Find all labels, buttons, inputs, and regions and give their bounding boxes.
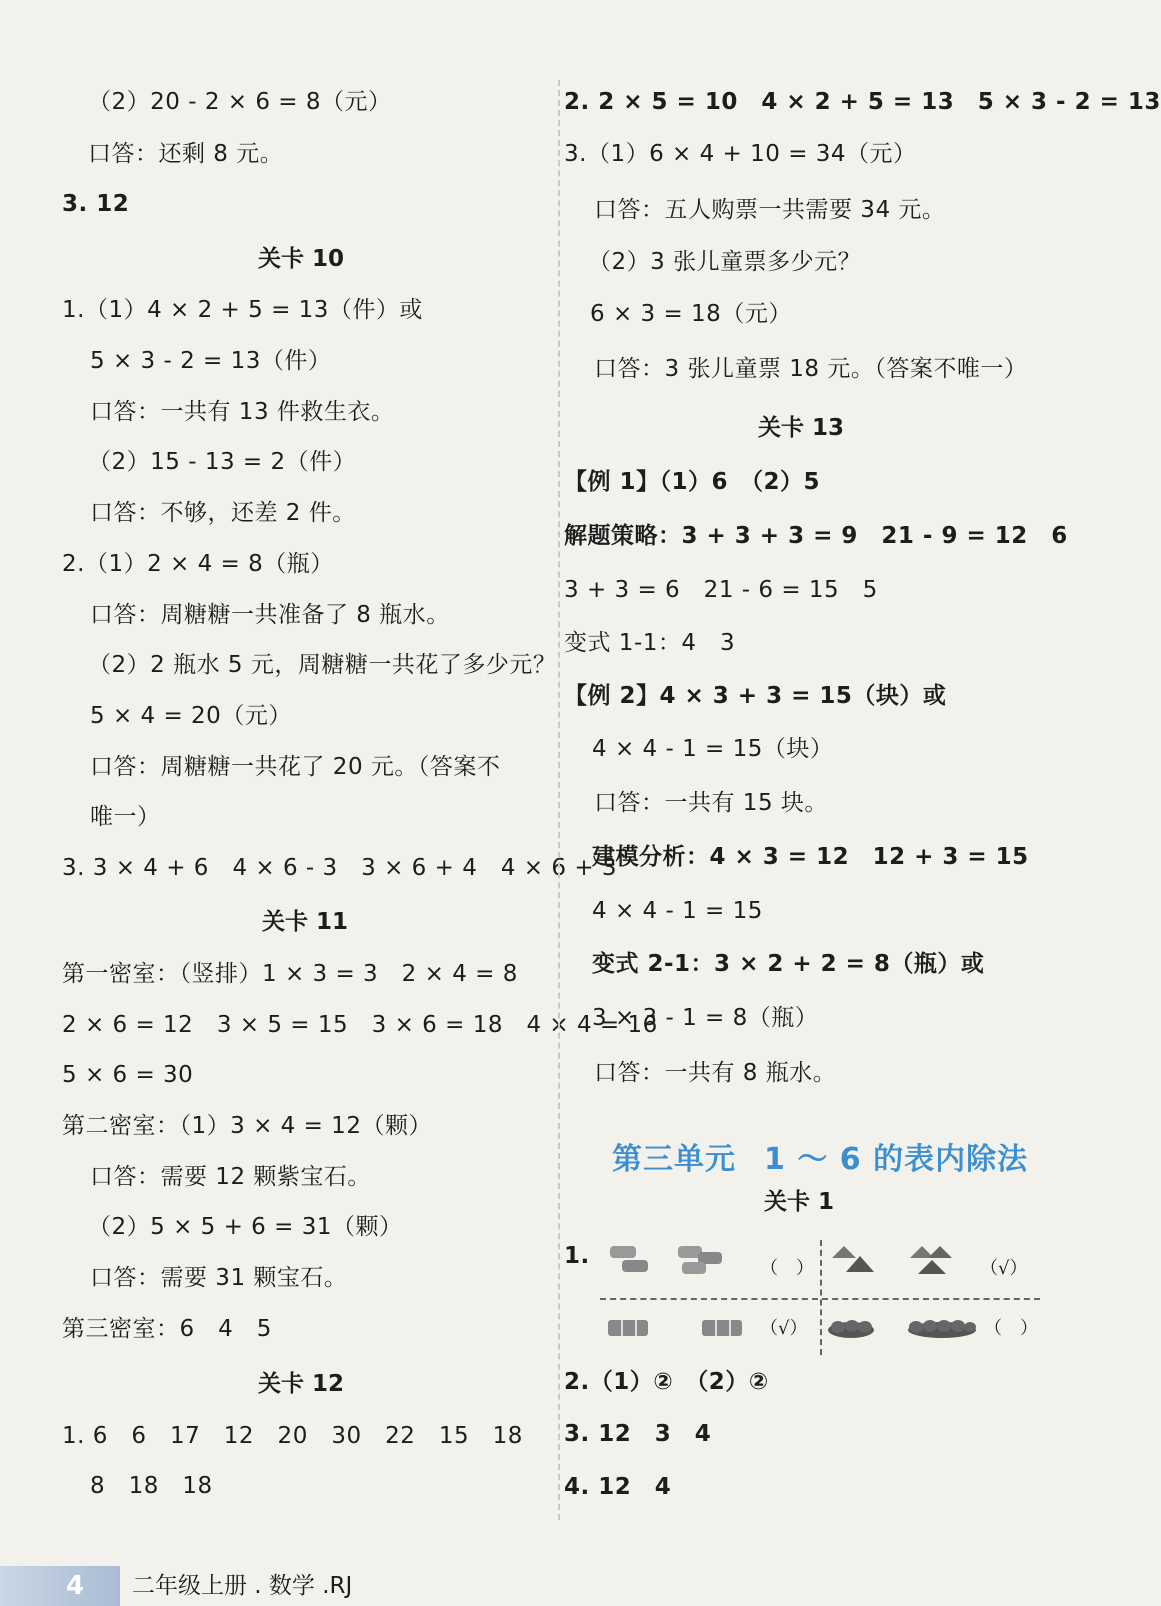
unit-topic: 1 ～ 6 的表内除法 xyxy=(764,1142,1029,1177)
text-line: 6 × 3 = 18（元） xyxy=(590,301,792,327)
check-mark-slot: （√） xyxy=(980,1258,1028,1279)
footer-bar xyxy=(0,1566,120,1606)
answer-item: 2.（1）2 × 4 = 8（瓶） xyxy=(62,551,334,577)
question-number: 1. xyxy=(564,1243,590,1269)
text-line: 第一密室：（竖排）1 × 3 = 3 2 × 4 = 8 xyxy=(62,961,518,987)
picture-question xyxy=(600,1240,1040,1355)
check-mark-slot: （ ） xyxy=(984,1318,1038,1339)
cookie-icon xyxy=(906,1310,978,1346)
picture-divider xyxy=(820,1240,822,1355)
text-line: 口答：需要 12 颗紫宝石。 xyxy=(90,1164,371,1190)
text-line: 4 × 4 - 1 = 15（块） xyxy=(592,736,834,762)
bread-icon xyxy=(674,1242,724,1278)
example-line: 【例 2】4 × 3 + 3 = 15（块）或 xyxy=(564,683,947,709)
text-line: 5 × 4 = 20（元） xyxy=(90,703,292,729)
book-label: 二年级上册 . 数学 .RJ xyxy=(132,1573,353,1599)
answer-item: 4. 12 4 xyxy=(564,1474,672,1500)
text-line: 4 × 4 - 1 = 15 xyxy=(592,898,763,924)
text-line: 3 + 3 = 6 21 - 6 = 15 5 xyxy=(564,577,878,603)
answer-item: 2.（1）② （2）② xyxy=(564,1369,769,1395)
text-line: 口答：3 张儿童票 18 元。（答案不唯一） xyxy=(594,356,1028,382)
text-line: （2）5 × 5 + 6 = 31（颗） xyxy=(88,1214,403,1240)
answer-item: 3. 3 × 4 + 6 4 × 6 - 3 3 × 6 + 4 4 × 6 + 3 xyxy=(62,855,618,881)
cookie-icon xyxy=(826,1310,876,1346)
roll-cake-icon xyxy=(698,1310,748,1346)
text-line: （2）20 - 2 × 6 = 8（元） xyxy=(88,89,392,115)
text-line: 口答：五人购票一共需要 34 元。 xyxy=(594,197,946,223)
text-line: 第三密室：6 4 5 xyxy=(62,1316,272,1342)
text-line: 口答：一共有 13 件救生衣。 xyxy=(90,399,395,425)
text-line: 口答：需要 31 颗宝石。 xyxy=(90,1265,348,1291)
page-number: 4 xyxy=(66,1571,85,1601)
check-mark-slot: （ ） xyxy=(760,1258,814,1279)
answer-item: 1.（1）4 × 2 + 5 = 13（件）或 xyxy=(62,297,423,323)
bread-icon xyxy=(604,1242,654,1278)
section-heading: 关卡 12 xyxy=(258,1371,345,1397)
answer-item: 3.（1）6 × 4 + 10 = 34（元） xyxy=(564,141,917,167)
section-heading: 关卡 10 xyxy=(258,246,345,272)
section-heading: 关卡 13 xyxy=(758,415,845,441)
section-heading: 关卡 1 xyxy=(764,1189,835,1215)
text-line: 唯一） xyxy=(90,804,161,830)
text-line: （2）2 瓶水 5 元，周糖糖一共花了多少元？ xyxy=(88,652,557,678)
text-line: 3 × 3 - 1 = 8（瓶） xyxy=(592,1005,819,1031)
text-line: 5 × 3 - 2 = 13（件） xyxy=(90,348,332,374)
text-line: 口答：一共有 8 瓶水。 xyxy=(594,1060,837,1086)
text-line: （2）15 - 13 = 2（件） xyxy=(88,449,357,475)
text-line: （2）3 张儿童票多少元？ xyxy=(588,249,862,275)
text-line: 2 × 6 = 12 3 × 5 = 15 3 × 6 = 18 4 × 4 = 16 xyxy=(62,1012,658,1038)
text-line: 8 18 18 xyxy=(90,1473,213,1499)
strategy-line: 解题策略：3 + 3 + 3 = 9 21 - 9 = 12 6 xyxy=(564,523,1068,549)
text-line: 变式 1-1：4 3 xyxy=(564,630,736,656)
check-mark-slot: （√） xyxy=(760,1318,808,1339)
variant-line: 变式 2-1：3 × 2 + 2 = 8（瓶）或 xyxy=(592,951,985,977)
cake-slice-icon xyxy=(910,1242,960,1278)
text-line: 口答：不够，还差 2 件。 xyxy=(90,500,356,526)
modeling-line: 建模分析：4 × 3 = 12 12 + 3 = 15 xyxy=(592,844,1029,870)
unit-number: 第三单元 xyxy=(612,1142,736,1177)
text-line: 5 × 6 = 30 xyxy=(62,1062,194,1088)
unit-title xyxy=(612,1140,1056,1180)
text-line: 第二密室：（1）3 × 4 = 12（颗） xyxy=(62,1113,432,1139)
answer-item: 2. 2 × 5 = 10 4 × 2 + 5 = 13 5 × 3 - 2 = 13 xyxy=(564,89,1161,115)
roll-cake-icon xyxy=(604,1310,654,1346)
cake-slice-icon xyxy=(830,1242,880,1278)
column-divider xyxy=(558,80,560,1520)
answer-item: 3. 12 3 4 xyxy=(564,1421,712,1447)
page-footer xyxy=(0,1566,1097,1606)
answer-item: 1. 6 6 17 12 20 30 22 15 18 xyxy=(62,1423,523,1449)
text-line: 口答：周糖糖一共准备了 8 瓶水。 xyxy=(90,602,450,628)
section-heading: 关卡 11 xyxy=(262,909,349,935)
text-line: 口答：一共有 15 块。 xyxy=(594,790,828,816)
text-line: 口答：周糖糖一共花了 20 元。（答案不 xyxy=(90,754,501,780)
answer-item: 3. 12 xyxy=(62,191,130,217)
text-line: 口答：还剩 8 元。 xyxy=(88,141,284,167)
example-line: 【例 1】（1）6 （2）5 xyxy=(564,469,821,495)
